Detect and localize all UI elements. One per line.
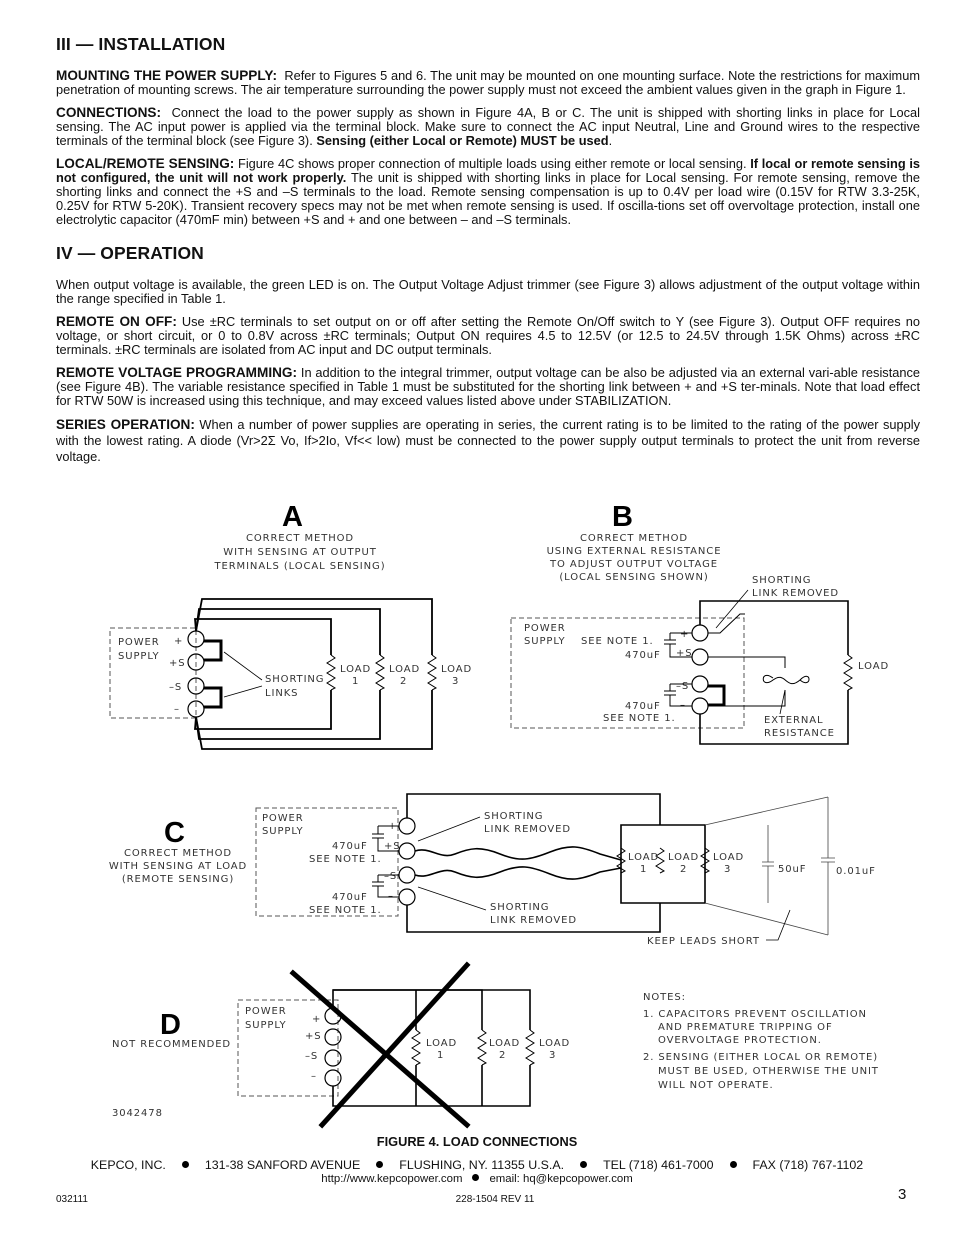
- diagram-c-cap1-value: 470uF: [332, 841, 368, 852]
- diagram-b-ps-2: SUPPLY: [524, 636, 566, 647]
- diagram-c-title-2: WITH SENSING AT LOAD: [108, 861, 248, 872]
- diagram-a: [110, 501, 472, 749]
- bullet-icon: [182, 1161, 189, 1168]
- diagram-b-see-note-1: SEE NOTE 1.: [581, 636, 654, 647]
- diagram-b-cap-2: 470uF: [625, 701, 661, 712]
- diagram-b-terminals: [692, 625, 708, 714]
- diagram-d-term-sminus: –S: [305, 1051, 319, 1062]
- diagram-a-title-3: TERMINALS (LOCAL SENSING): [214, 561, 386, 572]
- diagram-a-leaders: [224, 652, 262, 697]
- diagram-b-term-minus: –: [680, 700, 686, 711]
- diagram-c-removed1-leader: [418, 817, 480, 841]
- text-connections-bold: Sensing (either Local or Remote) MUST be used: [316, 133, 609, 148]
- diagram-b-title-3: TO ADJUST OUTPUT VOLTAGE: [550, 559, 718, 570]
- diagram-d-ps-1: POWER: [245, 1006, 287, 1017]
- diagram-b-term-sminus: –S: [676, 681, 690, 692]
- diagram-c-keep-leads: KEEP LEADS SHORT: [647, 936, 760, 947]
- page-number: 3: [898, 1186, 907, 1203]
- heading-mounting: MOUNTING THE POWER SUPPLY:: [56, 68, 277, 83]
- diagram-a-load2-label: LOAD: [389, 664, 421, 675]
- footer-website-link[interactable]: http://www.kepcopower.com: [321, 1173, 463, 1185]
- bullet-icon: [472, 1174, 479, 1181]
- heading-sensing: LOCAL/REMOTE SENSING:: [56, 156, 235, 171]
- paragraph-remote-prog: [56, 366, 920, 408]
- bullet-icon: [730, 1161, 737, 1168]
- paragraph-mounting: [56, 69, 920, 97]
- diagram-b: [511, 501, 889, 744]
- diagram-d-terminals: [325, 1008, 341, 1086]
- diagram-b-capacitors: [664, 633, 692, 706]
- footer-doc-revision: 228-1504 REV 11: [455, 1194, 535, 1205]
- diagram-b-load-label: LOAD: [858, 661, 890, 672]
- diagram-b-see-note-2: SEE NOTE 1.: [603, 713, 676, 724]
- diagram-b-letter: B: [612, 501, 633, 533]
- diagram-c-cap2-value: 470uF: [332, 892, 368, 903]
- diagram-b-shorting-link: [708, 686, 724, 705]
- diagram-a-shorting-links: [204, 641, 221, 707]
- diagram-b-term-plus: +: [680, 629, 690, 640]
- diagram-c-letter: C: [164, 817, 185, 849]
- text-remote-onoff: Use ±RC terminals to set output on or off after setting the Remote On/Off switch to Y (see Figure 3). Output OFF requires no voltage, or short circuit, or 0 to 0.8V across ±RC terminals; Output ON requires 4.5 to 12.5V (or 12.5 to 24.5V through 1.5K Ohms) across ±RC terminals. ±RC terminals are isolated from AC input and DC output terminals.: [56, 314, 920, 357]
- diagram-a-term-splus: +S: [169, 658, 186, 669]
- diagram-c-terminals: [399, 818, 415, 905]
- diagram-a-load1-num: 1: [352, 676, 360, 687]
- diagram-c-ps-1: POWER: [262, 813, 304, 824]
- diagram-d-term-plus: +: [312, 1014, 322, 1025]
- paragraph-remote-onoff: [56, 315, 920, 357]
- diagram-c: [109, 794, 876, 947]
- schematic-drawing: [0, 495, 954, 1135]
- diagram-c-removed2-leader: [418, 887, 486, 910]
- diagram-a-ps-1: POWER: [118, 637, 160, 648]
- diagram-d-load1-label: LOAD: [426, 1038, 458, 1049]
- text-mounting: Refer to Figures 5 and 6. The unit may be mounted on one mounting surface. Note the restrictions for maximum penetration of mounting screws. The air temperature surrounding the power supply must not exceed the ambient values given in the graph in Figure 1.: [56, 68, 920, 97]
- bullet-icon: [580, 1161, 587, 1168]
- note-1-line-2: AND PREMATURE TRIPPING OF: [658, 1022, 833, 1033]
- diagram-c-load2-num: 2: [680, 864, 688, 875]
- diagram-a-load3-num: 3: [452, 676, 460, 687]
- diagram-c-keep-leader: [766, 910, 790, 940]
- diagram-a-title-1: CORRECT METHOD: [245, 533, 355, 544]
- diagram-c-removed2-2: LINK REMOVED: [490, 915, 577, 926]
- diagram-d-load3-num: 3: [549, 1050, 557, 1061]
- note-2-line-3: WILL NOT OPERATE.: [658, 1080, 774, 1091]
- notes-title: NOTES:: [643, 992, 686, 1003]
- figure-caption: FIGURE 4. LOAD CONNECTIONS: [376, 1134, 578, 1149]
- diagram-b-title-1: CORRECT METHOD: [579, 533, 689, 544]
- text-remote-prog: In addition to the integral trimmer, output voltage can be also be adjusted via an external vari-able resistance (see Figure 4B). The variable resistance specified in Table 1 must be substituted for the shorting link between + and +S ter-minals. Note that load effect for RTW 50W is increased using this technique, and may exceed values listed above under STABILIZATION.: [56, 365, 920, 408]
- paragraph-series: [56, 417, 920, 465]
- text-connections: Connect the load to the power supply as shown in Figure 4A, B or C. The unit is shipped with shorting links in place for Local sensing. The AC input power is applied via the terminal block. Make sure to connect the AC input Neutral, Line and Ground wires to the respective terminals of the terminal block (see Figure 3).: [56, 105, 920, 148]
- diagram-b-ext-1: EXTERNAL: [764, 715, 824, 726]
- diagram-b-removed-1: SHORTING: [752, 575, 812, 586]
- diagram-c-load1-num: 1: [640, 864, 648, 875]
- footer-fax: FAX (718) 767-1102: [752, 1158, 864, 1172]
- heading-connections: CONNECTIONS:: [56, 105, 161, 120]
- diagram-c-title-3: (REMOTE SENSING): [121, 874, 235, 885]
- diagram-a-letter: A: [282, 501, 303, 533]
- page-body: [56, 34, 920, 474]
- footer-tel: TEL (718) 461-7000: [603, 1158, 714, 1172]
- drawing-number: 3042478: [112, 1108, 163, 1119]
- diagram-c-cap1-note: SEE NOTE 1.: [309, 854, 382, 865]
- diagram-c-ps-2: SUPPLY: [262, 826, 304, 837]
- note-2-line-1: 2. SENSING (EITHER LOCAL OR REMOTE): [643, 1052, 879, 1063]
- diagram-a-load3-label: LOAD: [441, 664, 473, 675]
- diagram-c-cap2-note: SEE NOTE 1.: [309, 905, 382, 916]
- paragraph-connections: [56, 106, 920, 148]
- diagram-c-load1-label: LOAD: [628, 852, 660, 863]
- diagram-a-ps-2: SUPPLY: [118, 651, 160, 662]
- footer-city: FLUSHING, NY. 11355 U.S.A.: [399, 1158, 565, 1172]
- diagram-b-term-splus: +S: [676, 648, 693, 659]
- diagram-a-term-minus: –: [174, 704, 180, 715]
- footer-address: 131-38 SANFORD AVENUE: [204, 1158, 361, 1172]
- diagram-c-001uf: 0.01uF: [836, 866, 876, 877]
- diagram-c-load3-num: 3: [724, 864, 732, 875]
- bullet-icon: [376, 1161, 383, 1168]
- diagram-d-load2-num: 2: [499, 1050, 507, 1061]
- diagram-b-title-4: (LOCAL SENSING SHOWN): [559, 572, 709, 583]
- heading-series: SERIES OPERATION:: [56, 417, 195, 432]
- note-2-line-2: MUST BE USED, OTHERWISE THE UNIT: [658, 1066, 879, 1077]
- diagram-a-term-plus: +: [174, 636, 184, 647]
- diagram-b-ext-2: RESISTANCE: [764, 728, 835, 739]
- diagram-d-ps-2: SUPPLY: [245, 1020, 287, 1031]
- section-title-installation: III — INSTALLATION: [56, 34, 226, 54]
- diagram-c-removed1-2: LINK REMOVED: [484, 824, 571, 835]
- text-sensing-bold: If local or remote sensing is not configured, the unit will not work properly.: [56, 156, 920, 185]
- diagram-a-term-sminus: –S: [169, 682, 183, 693]
- section-title-operation: IV — OPERATION: [56, 243, 204, 263]
- diagram-c-removed2-1: SHORTING: [490, 902, 550, 913]
- text-sensing-2: The unit is shipped with shorting links in place for Local sensing. For remote sensing, remove the shorting links and connect the +S and –S terminals to the load. Remote sensing compensation is up to 0.4V per load wire (0.15V for RTW 3.3-25K, 0.25V for RTW 5-20K). Transient recovery specs may not be met when remote sensing is used. If oscilla-tions set off overvoltage protection, install one electrolytic capacitor (470mF min) between +S and + and one between – and –S terminals.: [56, 170, 920, 227]
- diagram-c-term-splus: +S: [384, 841, 401, 852]
- diagram-b-ext-leader: [780, 690, 785, 714]
- paragraph-sensing: [56, 157, 920, 227]
- figure-load-connections: [0, 495, 954, 1135]
- diagram-c-load2-label: LOAD: [668, 852, 700, 863]
- heading-remote-onoff: REMOTE ON OFF:: [56, 314, 177, 329]
- footer-address-line: [0, 1158, 954, 1172]
- footer-email-link[interactable]: email: hq@kepcopower.com: [489, 1173, 633, 1185]
- diagram-b-load-resistor: [844, 655, 852, 690]
- footer-date-code: 032111: [56, 1194, 88, 1205]
- diagram-c-50uf: 50uF: [778, 864, 807, 875]
- text-sensing-1: Figure 4C shows proper connection of multiple loads using either remote or local sensing.: [238, 156, 747, 171]
- diagram-c-term-sminus: –S: [384, 871, 398, 882]
- note-1-line-1: 1. CAPACITORS PREVENT OSCILLATION: [643, 1009, 867, 1020]
- diagram-a-load2-num: 2: [400, 676, 408, 687]
- diagram-b-removed-2: LINK REMOVED: [752, 588, 839, 599]
- paragraph-operation-intro: When output voltage is available, the green LED is on. The Output Voltage Adjust trimmer (see Figure 3) allows adjustment of the output voltage within the range specified in Table 1.: [56, 277, 920, 306]
- text-connections-end: .: [608, 133, 613, 148]
- diagram-c-removed1-1: SHORTING: [484, 811, 544, 822]
- diagram-d-term-splus: +S: [305, 1031, 322, 1042]
- diagram-c-load3-label: LOAD: [713, 852, 745, 863]
- diagram-d-load1-num: 1: [437, 1050, 445, 1061]
- footer-web-line: [0, 1173, 954, 1185]
- diagram-d: [112, 965, 570, 1125]
- diagram-b-ps-1: POWER: [524, 623, 566, 634]
- note-1-line-3: OVERVOLTAGE PROTECTION.: [658, 1035, 822, 1046]
- diagram-d-term-minus: –: [311, 1071, 317, 1082]
- diagram-a-shorting-label-2: LINKS: [265, 688, 299, 699]
- diagram-d-load2-label: LOAD: [489, 1038, 521, 1049]
- diagram-d-title: NOT RECOMMENDED: [112, 1039, 232, 1050]
- footer-company: KEPCO, INC.: [90, 1158, 166, 1172]
- diagram-c-title-1: CORRECT METHOD: [123, 848, 233, 859]
- heading-remote-prog: REMOTE VOLTAGE PROGRAMMING:: [56, 365, 298, 380]
- text-series: When a number of power supplies are operating in series, the current rating is to be limited to the rating of the power supply with the lowest rating. A diode (Vr>2Σ Vo, If>2Io, Vf<< low) must be connected to the power supply output terminals to protect the unit from reverse voltage.: [56, 417, 921, 464]
- diagram-d-load3-label: LOAD: [539, 1038, 571, 1049]
- diagram-c-term-minus: –: [388, 891, 394, 902]
- diagram-b-removed-leader: [716, 590, 748, 628]
- diagram-b-cap-1: 470uF: [625, 650, 661, 661]
- figure-notes: [643, 992, 879, 1091]
- diagram-c-term-plus: +: [388, 821, 398, 832]
- diagram-b-title-2: USING EXTERNAL RESISTANCE: [546, 546, 722, 557]
- diagram-a-shorting-label-1: SHORTING: [265, 674, 325, 685]
- diagram-a-title-2: WITH SENSING AT OUTPUT: [223, 547, 377, 558]
- diagram-a-load1-label: LOAD: [340, 664, 372, 675]
- diagram-d-letter: D: [160, 1009, 181, 1041]
